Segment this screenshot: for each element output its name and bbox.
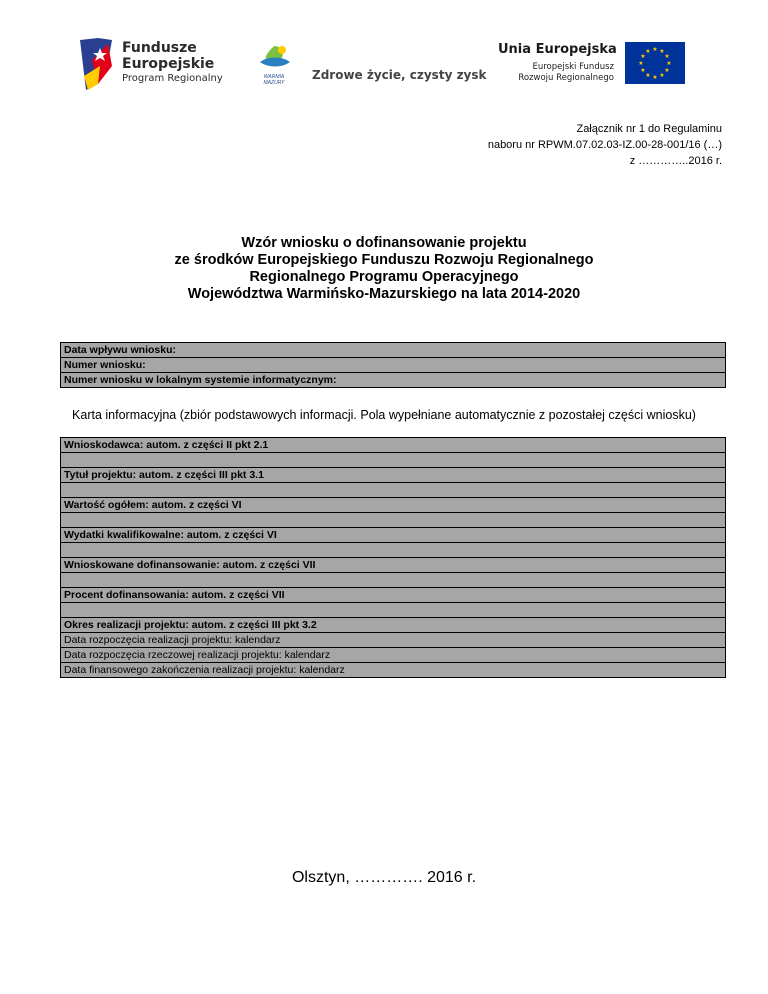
total-value-label: Wartość ogółem: autom. z części VI	[61, 498, 726, 513]
svg-text:★: ★	[638, 60, 644, 67]
project-title-label: Tytuł projektu: autom. z części III pkt 3.1	[61, 468, 726, 483]
ue-sub2: Rozwoju Regionalnego	[518, 73, 614, 83]
svg-text:★: ★	[640, 67, 646, 74]
place-date: Olsztyn, …………. 2016 r.	[291, 869, 477, 886]
unia-europejska-logo	[498, 42, 688, 90]
total-value-value[interactable]	[61, 513, 726, 528]
annex-line2: naboru nr RPWM.07.02.03-IZ.00-28-001/16 (…)	[487, 139, 722, 151]
info-caption: Karta informacyjna (zbiór podstawowych informacji. Pola wypełniane automatycznie z pozostałej części wniosku)	[72, 408, 696, 422]
applicant-label: Wnioskodawca: autom. z części II pkt 2.1	[61, 438, 726, 453]
table-row	[61, 468, 726, 483]
eu-flag-icon	[625, 42, 685, 84]
title-line4: Województwa Warmińsko-Mazurskiego na lata 2014-2020	[187, 286, 581, 302]
warmia-mazury-logo	[254, 44, 487, 92]
table-row	[61, 648, 726, 663]
svg-text:★: ★	[652, 74, 658, 81]
table-row	[61, 558, 726, 573]
registry-table	[60, 342, 726, 388]
table-row	[61, 373, 726, 388]
document-title	[0, 235, 768, 303]
period-label: Okres realizacji projektu: autom. z części III pkt 3.2	[61, 618, 726, 633]
table-row	[61, 618, 726, 633]
application-number-field[interactable]: Numer wniosku:	[61, 358, 726, 373]
table-row	[61, 633, 726, 648]
local-system-number-field[interactable]: Numer wniosku w lokalnym systemie informatycznym:	[61, 373, 726, 388]
ue-title: Unia Europejska	[498, 42, 617, 57]
table-row	[61, 588, 726, 603]
title-line2: ze środków Europejskiego Funduszu Rozwoju Regionalnego	[174, 252, 594, 268]
start-date-field[interactable]: Data rozpoczęcia realizacji projektu: kalendarz	[61, 633, 726, 648]
received-date-field[interactable]: Data wpływu wniosku:	[61, 343, 726, 358]
info-card-table	[60, 437, 726, 678]
table-row	[61, 483, 726, 498]
financial-end-date-field[interactable]: Data finansowego zakończenia realizacji projektu: kalendarz	[61, 663, 726, 678]
svg-text:★: ★	[664, 67, 670, 74]
table-row	[61, 603, 726, 618]
table-row	[61, 498, 726, 513]
table-row	[61, 573, 726, 588]
percent-value[interactable]	[61, 603, 726, 618]
svg-text:★: ★	[645, 72, 651, 79]
logo-bar	[0, 36, 768, 96]
svg-text:★: ★	[664, 53, 670, 60]
table-row	[61, 543, 726, 558]
table-row	[61, 663, 726, 678]
svg-text:★: ★	[652, 46, 658, 53]
annex-line3: z …………..2016 r.	[629, 155, 722, 167]
fe-line1: Fundusze	[122, 40, 197, 56]
material-start-date-field[interactable]: Data rozpoczęcia rzeczowej realizacji projektu: kalendarz	[61, 648, 726, 663]
fundusze-europejskie-logo	[78, 36, 248, 92]
applicant-value[interactable]	[61, 453, 726, 468]
fe-logo-text	[122, 40, 223, 86]
wm-swan-icon	[254, 44, 294, 74]
table-row	[61, 513, 726, 528]
title-line1: Wzór wniosku o dofinansowanie projektu	[241, 235, 527, 251]
wm-slogan: Zdrowe życie, czysty zysk	[312, 68, 487, 82]
eligible-value[interactable]	[61, 543, 726, 558]
percent-label: Procent dofinansowania: autom. z części VII	[61, 588, 726, 603]
requested-label: Wnioskowane dofinansowanie: autom. z części VII	[61, 558, 726, 573]
table-row	[61, 358, 726, 373]
table-row	[61, 528, 726, 543]
project-title-value[interactable]	[61, 483, 726, 498]
annex-line1: Załącznik nr 1 do Regulaminu	[576, 123, 722, 135]
svg-text:★: ★	[640, 53, 646, 60]
annex-note	[488, 121, 722, 169]
svg-text:★: ★	[659, 48, 665, 55]
table-row	[61, 343, 726, 358]
fe-line2: Europejskie	[122, 56, 215, 72]
ue-subtitle	[510, 62, 614, 84]
eligible-label: Wydatki kwalifikowalne: autom. z części VI	[61, 528, 726, 543]
svg-text:★: ★	[645, 48, 651, 55]
table-row	[61, 453, 726, 468]
fe-star-icon	[78, 36, 118, 92]
fe-line3: Program Regionalny	[122, 73, 223, 84]
ue-sub1: Europejski Fundusz	[532, 62, 614, 72]
requested-value[interactable]	[61, 573, 726, 588]
table-row	[61, 438, 726, 453]
svg-text:★: ★	[666, 60, 672, 67]
svg-text:★: ★	[659, 72, 665, 79]
wm-small-text: WARMIA MAZURY	[263, 74, 285, 86]
title-line3: Regionalnego Programu Operacyjnego	[249, 269, 519, 285]
